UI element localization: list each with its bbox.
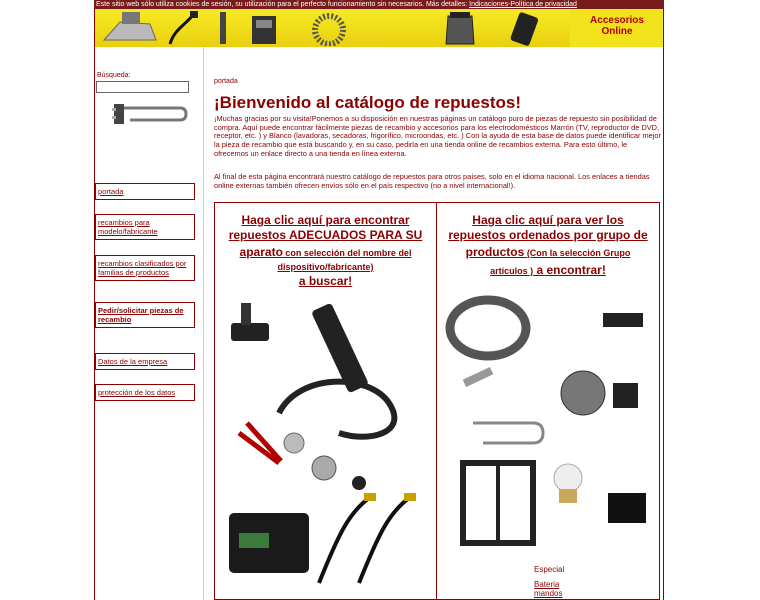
heading-line: Haga clic aquí para encontrar	[241, 213, 410, 227]
sidebar-item-empresa[interactable]	[95, 353, 195, 370]
cookie-notice	[94, 0, 664, 9]
heading-line: productos	[465, 245, 525, 259]
tool-image	[208, 10, 238, 46]
cookie-notice-text: Este sitio web sólo utiliza cookies de sesión, su utilización para el perfecto funcionamiento sin necesarios. Más detalles:	[96, 1, 468, 8]
right-column-rule	[663, 9, 664, 600]
page-title: ¡Bienvenido al catálogo de repuestos!	[214, 93, 522, 112]
sidebar-item-label: protección de los datos	[98, 388, 176, 397]
accesorios-label: Accesorios	[590, 15, 644, 26]
heading-line: (Con la selección Grupo	[524, 248, 631, 258]
search-input[interactable]	[96, 81, 189, 93]
breadcrumb[interactable]: portada	[214, 78, 238, 85]
heading-line: a encontrar!	[533, 263, 606, 277]
search-by-model-heading[interactable]	[215, 213, 436, 289]
online-label: Online	[601, 26, 633, 37]
heading-line: artículos )	[490, 266, 534, 276]
sidebar-item-label: recambios para modelo/fabricante	[98, 218, 158, 236]
heading-line: dispositivo/fabricante)	[277, 262, 374, 272]
sidebar-item-label: Datos de la empresa	[98, 357, 168, 366]
remote-control-image	[504, 10, 544, 46]
heading-line: Haga clic aquí para ver los	[472, 213, 624, 227]
heading-line: aparato	[239, 245, 283, 259]
accesorios-online-link[interactable]	[570, 10, 664, 47]
heading-line: con selección del nombre del	[282, 248, 412, 258]
heating-element-image	[110, 96, 190, 132]
sidebar-item-proteccion[interactable]	[95, 384, 195, 401]
search-by-group-panel[interactable]	[436, 202, 660, 600]
bateria-line: Bateria	[534, 580, 560, 589]
search-by-group-heading[interactable]	[437, 213, 659, 279]
sidebar-item-familias[interactable]	[95, 255, 195, 281]
bateria-mandos-link[interactable]	[534, 580, 562, 598]
product-groups-collage-image	[443, 293, 655, 553]
info-paragraph: Al final de esta página encontrará nuestro catálogo de repuestos para otros países, solo en el idioma nacional. Los enlaces a tiendas online externas también ofrecen envíos sólo en el país respectivo (no a nivel internacional!).	[214, 172, 650, 190]
heading-line: repuestos ordenados por grupo de	[448, 228, 648, 242]
sidebar-item-label: Pedir/solicitar piezas de recambio	[98, 306, 184, 324]
sidebar-item-label: portada	[98, 187, 124, 196]
special-label: Especial	[534, 565, 565, 574]
sidebar-item-label: recambios clasificados por familias de productos	[98, 259, 187, 277]
spare-parts-collage-image	[219, 293, 433, 593]
heading-line: a buscar!	[298, 274, 353, 288]
bateria-line: mandos	[534, 589, 563, 598]
vacuum-nozzle-image	[100, 10, 160, 46]
hdmi-cable-image	[164, 10, 204, 46]
sidebar-item-modelo[interactable]	[95, 214, 195, 240]
sidebar-separator	[203, 47, 204, 600]
search-by-model-panel[interactable]	[214, 202, 437, 600]
intro-paragraph: ¡Muchas gracias por su visita!Ponemos a su disposición en nuestras páginas un catálogo puro de piezas de repuesto sin posibilidad de compra. Aquí puede encontrar fácilmente piezas de recambio y accesorios para los electrodomésticos Marrón (TV, reproductor de DVD, receptor, etc. ) y Blanco (lavadoras, secadoras, frigorífico, microondas, etc. ) Con la ayuda de esta base de datos puede identificar mejor la pieza de recambio que está buscando y, en su caso, pedirla en una tienda online de recambios externa. Para esto último, le ofrecemos un enlace directo a una tienda en línea externa.	[214, 114, 661, 158]
fan-ring-image	[304, 10, 354, 46]
sidebar-item-pedir[interactable]	[95, 302, 195, 328]
coffee-pot-image	[440, 10, 480, 46]
search-label: Búsqueda:	[97, 72, 131, 79]
accessory-image	[244, 10, 284, 46]
heading-line: repuestos ADECUADOS PARA SU	[228, 228, 423, 242]
privacy-link[interactable]: Indicaciones-Política de privacidad	[469, 1, 577, 8]
sidebar-item-portada[interactable]	[95, 183, 195, 200]
